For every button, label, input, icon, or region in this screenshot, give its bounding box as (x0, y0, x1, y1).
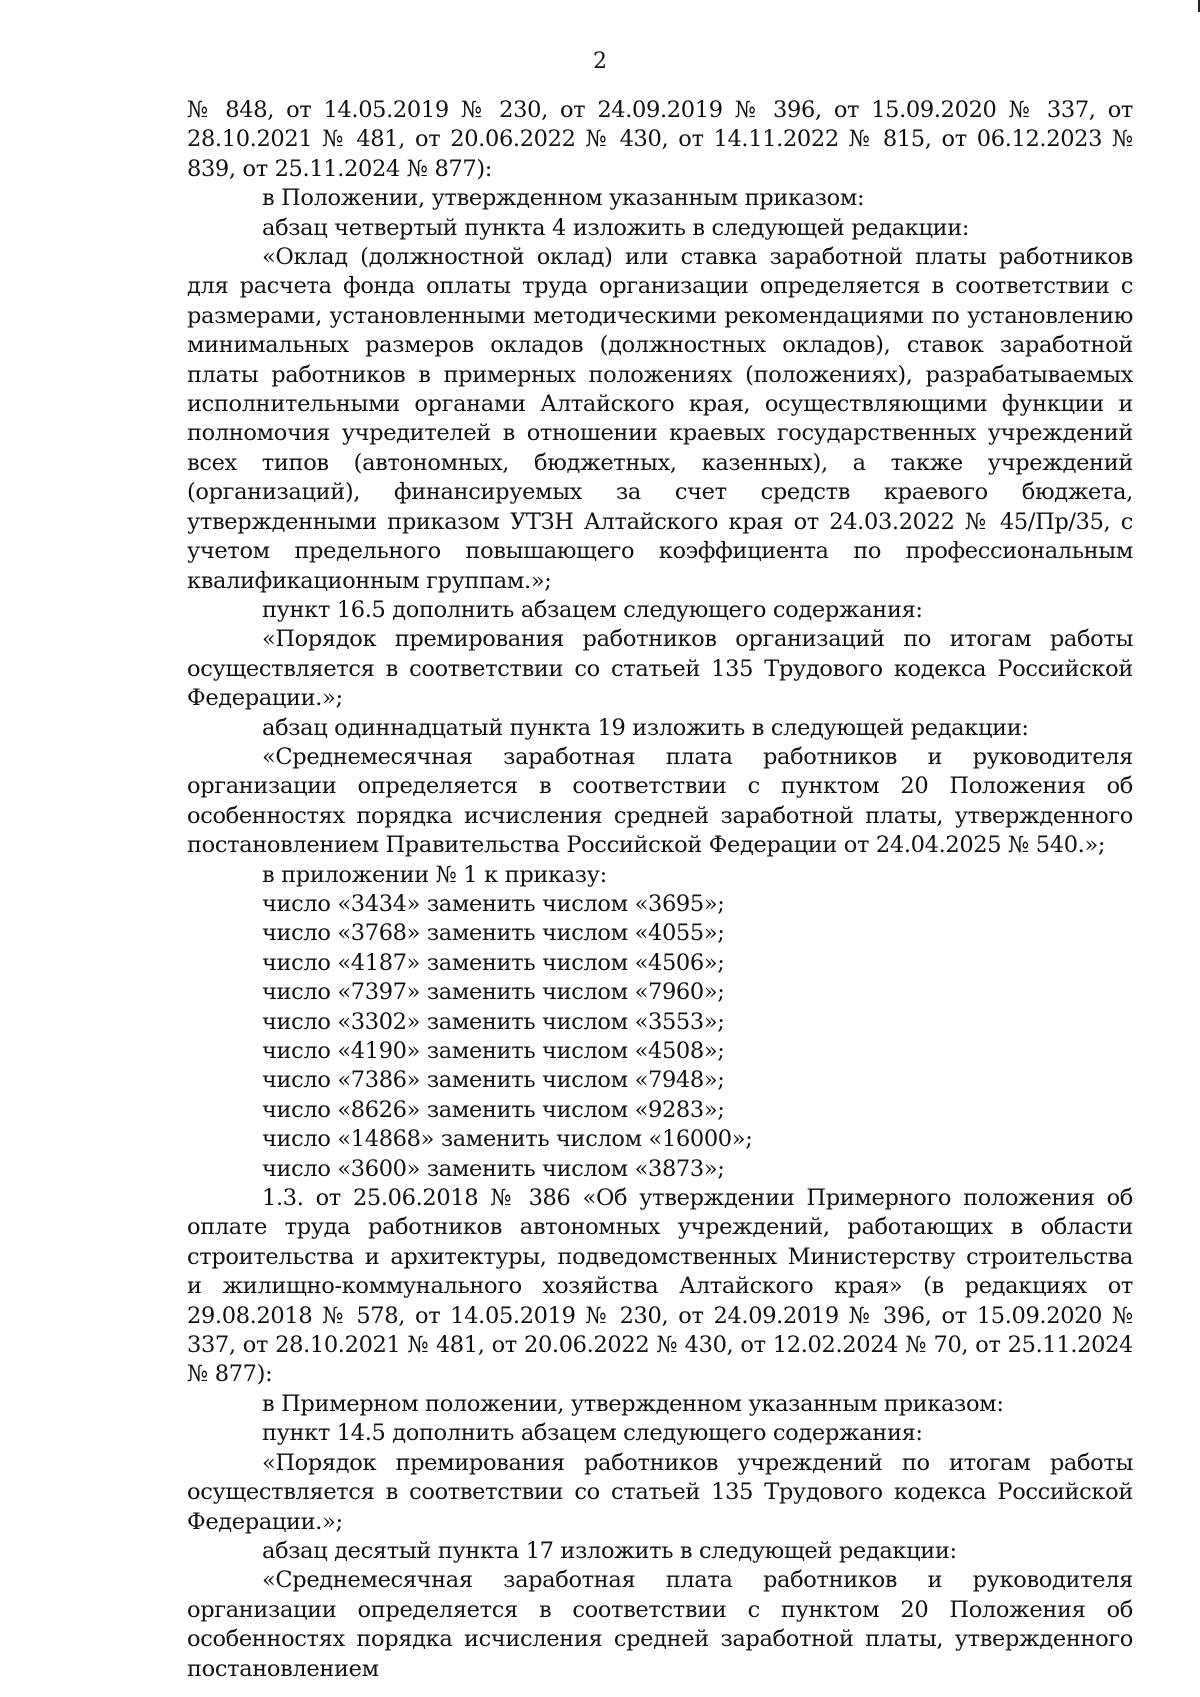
paragraph: № 848, от 14.05.2019 № 230, от 24.09.2019 № 396, от 15.09.2020 № 337, от 28.10.2021 № 481, от 20.06.2022 № 430, от 14.11.2022 № 815, от 06.12.2023 № 839, от 25.11.2024 № 877): (187, 97, 1133, 182)
list-item: число «4190» заменить числом «4508»; (262, 1038, 725, 1064)
paragraph: абзац десятый пункта 17 изложить в следующей редакции: (262, 1537, 957, 1564)
list-item: число «3434» заменить числом «3695»; (262, 890, 725, 917)
list-item: число «7397» заменить числом «7960»; (262, 979, 725, 1006)
paragraph: «Порядок премирования работников учреждений по итогам работы осуществляется в соответствии со статьей 135 Трудового кодекса Российской Федерации.»; (187, 1449, 1133, 1535)
paragraph: «Среднемесячная заработная плата работников и руководителя организации определяется в соответствии с пунктом 20 Положения об особенностях порядка исчисления средней заработной платы, утвержденного постановлением Правительства Российской Федерации от 24.04.2025 № 540.»; (187, 743, 1133, 859)
paragraph: пункт 16.5 дополнить абзацем следующего содержания: (262, 596, 923, 623)
paragraph: «Оклад (должностной оклад) или ставка заработной платы работников для расчета фонда оплаты труда организации определяется в соответствии с размерами, установленными методическими рекомендациями по установлению минимальных размеров окладов (должностных окладов), ставок заработной платы работников в примерных положениях (положениях), разрабатываемых исполнительными органами Алтайского края, осуществляющими функции и полномочия учредителей в отношении краевых государственных учреждений всех типов (автономных, бюджетных, казенных), а также учреждений (организаций), финансируемых за счет средств краевого бюджета, утвержденными приказом УТЗН Алтайского края от 24.03.2022 № 45/Пр/35, с учетом предельного повышающего коэффициента по профессиональным квалификационным группам.»; (187, 244, 1133, 594)
page-number: 2 (593, 49, 607, 74)
list-item: число «4187» заменить числом «4506»; (262, 949, 725, 976)
list-item: число «8626» заменить числом «9283»; (262, 1096, 725, 1123)
list-item: число «3600» заменить числом «3873»; (262, 1155, 725, 1182)
paragraph: «Среднемесячная заработная плата работников и руководителя организации определяется в соответствии с пунктом 20 Положения об особенностях порядка исчисления средней заработной платы, утвержденного постановлением (187, 1567, 1133, 1682)
paragraph: в приложении № 1 к приказу: (262, 861, 607, 888)
list-item: число «3302» заменить числом «3553»; (262, 1008, 725, 1035)
paragraph: абзац четвертый пункта 4 изложить в следующей редакции: (262, 214, 970, 241)
list-item: число «14868» заменить числом «16000»; (262, 1126, 753, 1153)
document-body (187, 96, 1133, 1684)
paragraph: 1.3. от 25.06.2018 № 386 «Об утверждении Примерного положения об оплате труда работников автономных учреждений, работающих в области строительства и архитектуры, подведомственных Министерству строительства и жилищно-коммунального хозяйства Алтайского края» (в редакциях от 29.08.2018 № 578, от 14.05.2019 № 230, от 24.09.2019 № 396, от 15.09.2020 № 337, от 28.10.2021 № 481, от 20.06.2022 № 430, от 12.02.2024 № 70, от 25.11.2024 № 877): (187, 1185, 1133, 1388)
paragraph: пункт 14.5 дополнить абзацем следующего содержания: (262, 1420, 923, 1447)
list-item: число «7386» заменить числом «7948»; (262, 1067, 725, 1094)
paragraph: в Положении, утвержденном указанным приказом: (262, 185, 865, 212)
paragraph: «Порядок премирования работников организаций по итогам работы осуществляется в соответствии со статьей 135 Трудового кодекса Российской Федерации.»; (187, 626, 1133, 712)
list-item: число «3768» заменить числом «4055»; (262, 920, 725, 947)
paragraph: абзац одиннадцатый пункта 19 изложить в следующей редакции: (262, 714, 1029, 741)
paragraph: в Примерном положении, утвержденном указанным приказом: (262, 1390, 1004, 1417)
